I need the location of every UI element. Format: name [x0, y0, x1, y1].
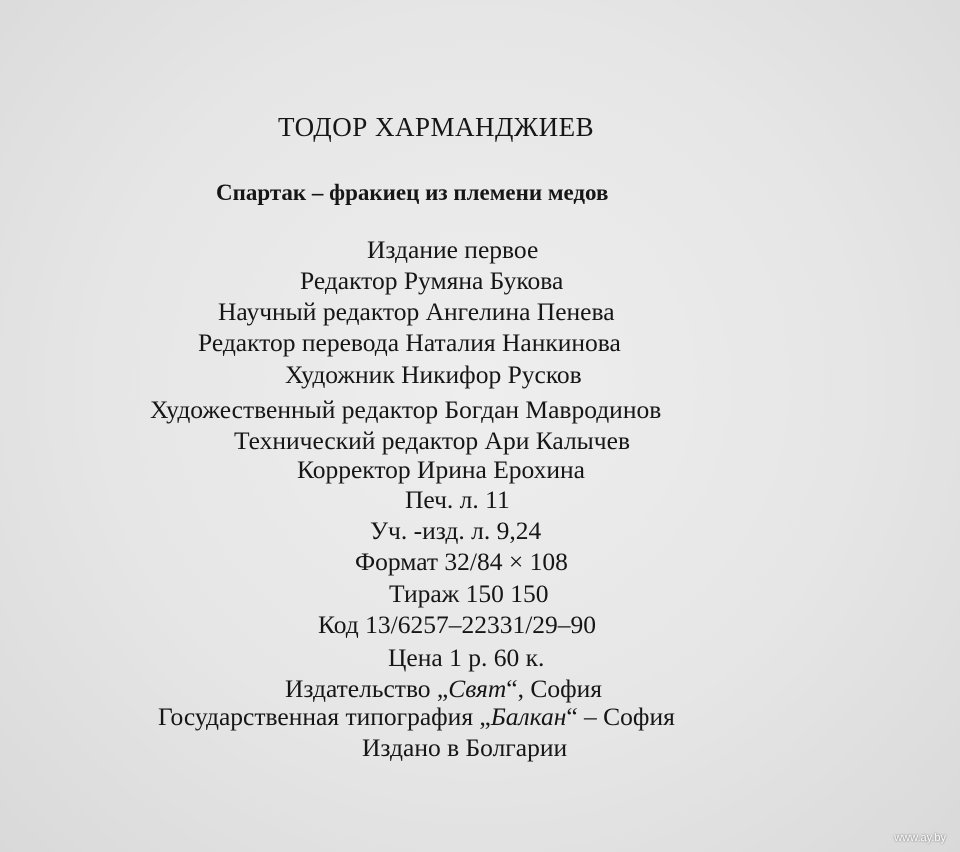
science-editor-line: Научный редактор Ангелина Пенева — [218, 297, 615, 326]
site-watermark: www.ay.by — [894, 832, 946, 844]
code-line: Код 13/6257–22331/29–90 — [318, 610, 597, 639]
format-line: Формат 32/84 × 108 — [355, 547, 568, 576]
art-editor-line: Художественный редактор Богдан Мавродинов — [150, 395, 662, 424]
translation-editor-line: Редактор перевода Наталия Нанкинова — [198, 328, 621, 357]
tech-editor-line: Технический редактор Ари Калычев — [234, 426, 630, 455]
printing-house-line — [158, 704, 675, 730]
publisher-line — [285, 676, 602, 702]
edition-line: Издание первое — [367, 235, 539, 264]
print-sheets-line: Печ. л. 11 — [405, 485, 510, 514]
editor-line: Редактор Румяна Букова — [300, 266, 564, 295]
publisher-suffix: “, София — [506, 674, 602, 703]
price-line: Цена 1 р. 60 к. — [388, 643, 545, 672]
printing-prefix: Государственная типография „ — [158, 702, 491, 731]
author-name: ТОДОР ХАРМАНДЖИЕВ — [278, 112, 595, 142]
proofreader-line: Корректор Ирина Ерохина — [297, 455, 585, 484]
publisher-name: Свят — [448, 674, 507, 703]
printed-in-line: Издано в Болгарии — [362, 733, 568, 762]
artist-line: Художник Никифор Русков — [285, 360, 582, 389]
printing-suffix: “ – София — [566, 702, 675, 731]
printing-house-name: Балкан — [490, 702, 567, 731]
book-title: Спартак – фракиец из племени медов — [216, 180, 609, 205]
print-run-line: Тираж 150 150 — [389, 579, 549, 608]
publisher-sheets-line: Уч. -изд. л. 9,24 — [370, 516, 542, 545]
publisher-prefix: Издательство „ — [285, 674, 449, 703]
